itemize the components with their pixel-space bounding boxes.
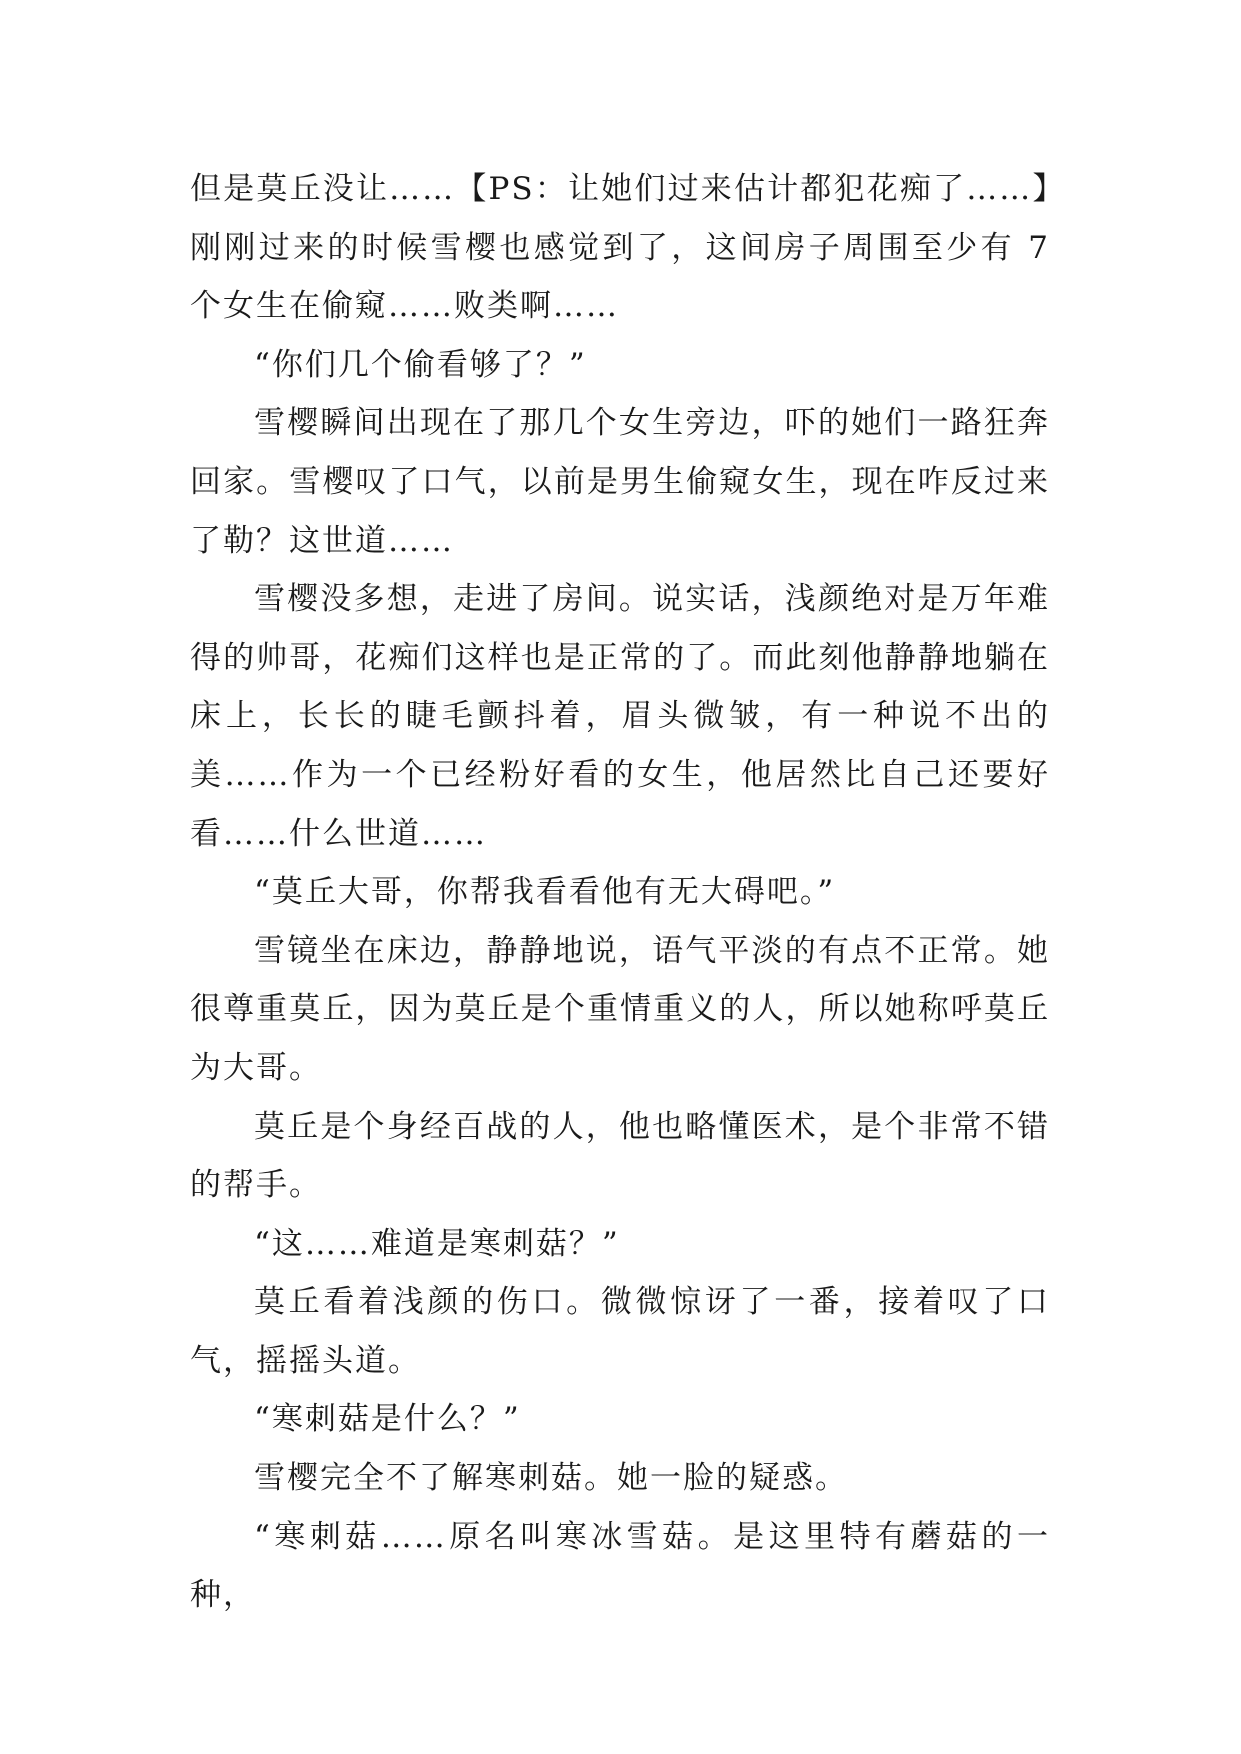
paragraph: 雪樱瞬间出现在了那几个女生旁边，吓的她们一路狂奔回家。雪樱叹了口气，以前是男生偷窥女生，现在咋反过来了勒？这世道…… <box>190 405 1050 559</box>
paragraph: 莫丘看着浅颜的伤口。微微惊讶了一番，接着叹了口气，摇摇头道。 <box>190 1284 1050 1379</box>
paragraph: 雪镜坐在床边，静静地说，语气平淡的有点不正常。她很尊重莫丘，因为莫丘是个重情重义的人，所以她称呼莫丘为大哥。 <box>190 932 1050 1086</box>
paragraph: “莫丘大哥，你帮我看看他有无大碍吧。” <box>254 874 836 911</box>
paragraph: “你们几个偷看够了？” <box>254 346 587 383</box>
paragraph: 雪樱完全不了解寒刺菇。她一脸的疑惑。 <box>254 1460 848 1497</box>
paragraph: “寒刺菇……原名叫寒冰雪菇。是这里特有蘑菇的一种， <box>190 1518 1050 1614</box>
paragraph: “寒刺菇是什么？” <box>254 1401 521 1438</box>
paragraph: 雪樱没多想，走进了房间。说实话，浅颜绝对是万年难得的帅哥，花痴们这样也是正常的了。而此刻他静静地躺在床上，长长的睫毛颤抖着，眉头微皱，有一种说不出的美……作为一个已经粉好看的女生，他居然比自己还要好看……什么世道…… <box>190 581 1050 852</box>
paragraph: 但是莫丘没让……【PS：让她们过来估计都犯花痴了……】刚刚过来的时候雪樱也感觉到了，这间房子周围至少有 7 个女生在偷窥……败类啊…… <box>190 171 1050 325</box>
paragraph: 莫丘是个身经百战的人，他也略懂医术，是个非常不错的帮手。 <box>190 1108 1050 1204</box>
paragraph: “这……难道是寒刺菇？” <box>254 1225 620 1262</box>
body-text <box>190 160 1050 1625</box>
